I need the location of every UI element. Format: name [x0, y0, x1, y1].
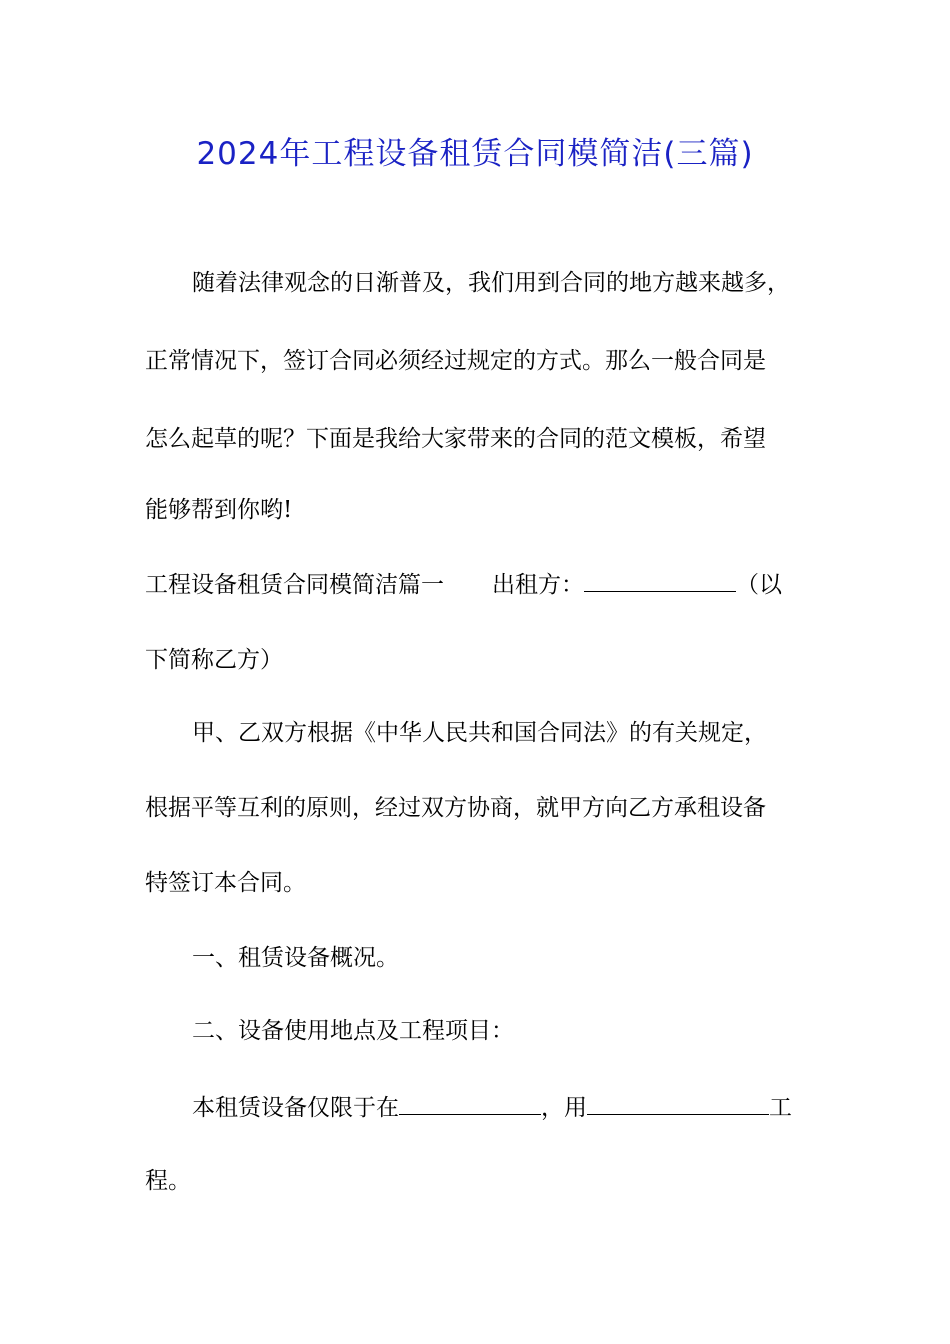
para2-line-2: 根据平等互利的原则，经过双方协商，就甲方向乙方承租设备 [145, 795, 766, 821]
location-blank [399, 1096, 541, 1115]
clause-2: 二、设备使用地点及工程项目： [192, 1018, 514, 1044]
clause-3-line [192, 1093, 792, 1123]
project-blank [587, 1096, 769, 1115]
intro-line-3: 怎么起草的呢？下面是我给大家带来的合同的范文模板，希望 [145, 426, 766, 452]
clause-3-part-a: 本租赁设备仅限于在 [192, 1095, 399, 1121]
document-title: 2024年工程设备租赁合同模简洁(三篇) [196, 136, 754, 172]
para2-line-3: 特签订本合同。 [145, 870, 306, 896]
clause-3-part-c: 工 [769, 1095, 792, 1121]
clause-3-part-b: ，用 [541, 1095, 587, 1121]
para2-line-1: 甲、乙双方根据《中华人民共和国合同法》的有关规定， [192, 720, 767, 746]
lessor-suffix: （以 [736, 572, 782, 598]
intro-line-4: 能够帮到你哟! [145, 497, 293, 523]
section1-heading: 工程设备租赁合同模简洁篇一 [145, 572, 444, 598]
intro-line-2: 正常情况下，签订合同必须经过规定的方式。那么一般合同是 [145, 348, 766, 374]
lessor-label: 出租方： [492, 572, 584, 598]
intro-line-1: 随着法律观念的日渐普及，我们用到合同的地方越来越多， [192, 270, 790, 296]
clause-3-cont: 程。 [145, 1168, 191, 1194]
clause-1: 一、租赁设备概况。 [192, 945, 399, 971]
lessor-blank [584, 573, 736, 592]
lessor-line-cont: 下简称乙方） [145, 647, 283, 673]
section1-heading-line [145, 570, 782, 600]
